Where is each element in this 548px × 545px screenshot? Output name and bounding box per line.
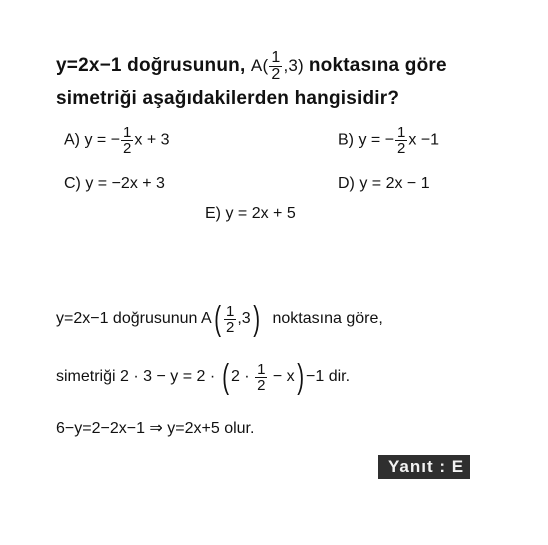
question-line-1 (56, 50, 447, 83)
option-a[interactable]: A) y = − $\frac{1}{2}$ x + 3 (64, 124, 170, 157)
solution-line-2: simetriği 2 · 3 − y = 2 · ( 2 · $\frac{1}{2}$ − x) −1 dir. (56, 358, 351, 396)
option-e-label: E) (205, 205, 221, 222)
option-c-label: C) (64, 175, 81, 192)
option-b-fraction: $\frac{1}{2}$ (397, 124, 406, 157)
question-text-part2: noktasına göre (308, 54, 447, 76)
solution-half-fraction: $\frac{1}{2}$ (257, 360, 266, 394)
solution-line-1: y=2x−1 doğrusunun A( $\frac{1}{2}$ ,3) noktasına göre, (56, 300, 383, 338)
option-b-label: B) (338, 131, 354, 149)
option-b[interactable]: B) y = − $\frac{1}{2}$ x −1 (338, 124, 440, 157)
question-text-part1: y=2x−1 doğrusunun, (56, 54, 246, 76)
left-paren: ( (221, 358, 229, 396)
option-a-fraction: $\frac{1}{2}$ (123, 124, 132, 157)
option-d[interactable] (338, 175, 430, 193)
solution-line-3: 6−y=2−2x−1 ⇒ y=2x+5 olur. (56, 420, 255, 437)
option-c[interactable] (64, 175, 165, 193)
point-a: A( $\frac{1}{2}$ ,3) (250, 49, 304, 83)
option-c-text: y = −2x + 3 (85, 175, 165, 192)
option-e[interactable] (205, 205, 296, 223)
option-e-text: y = 2x + 5 (225, 205, 296, 222)
option-d-text: y = 2x − 1 (359, 175, 430, 192)
right-paren: ) (296, 358, 304, 396)
right-paren: ) (252, 300, 260, 338)
answer-badge: Yanıt : E (378, 455, 470, 479)
option-d-label: D) (338, 175, 355, 192)
point-a-fraction: $\frac{1}{2}$ (271, 49, 281, 83)
question-line-2: simetriği aşağıdakilerden hangisidir? (56, 88, 400, 109)
option-a-label: A) (64, 131, 80, 149)
left-paren: ( (213, 300, 221, 338)
solution-point-fraction: $\frac{1}{2}$ (226, 302, 235, 336)
